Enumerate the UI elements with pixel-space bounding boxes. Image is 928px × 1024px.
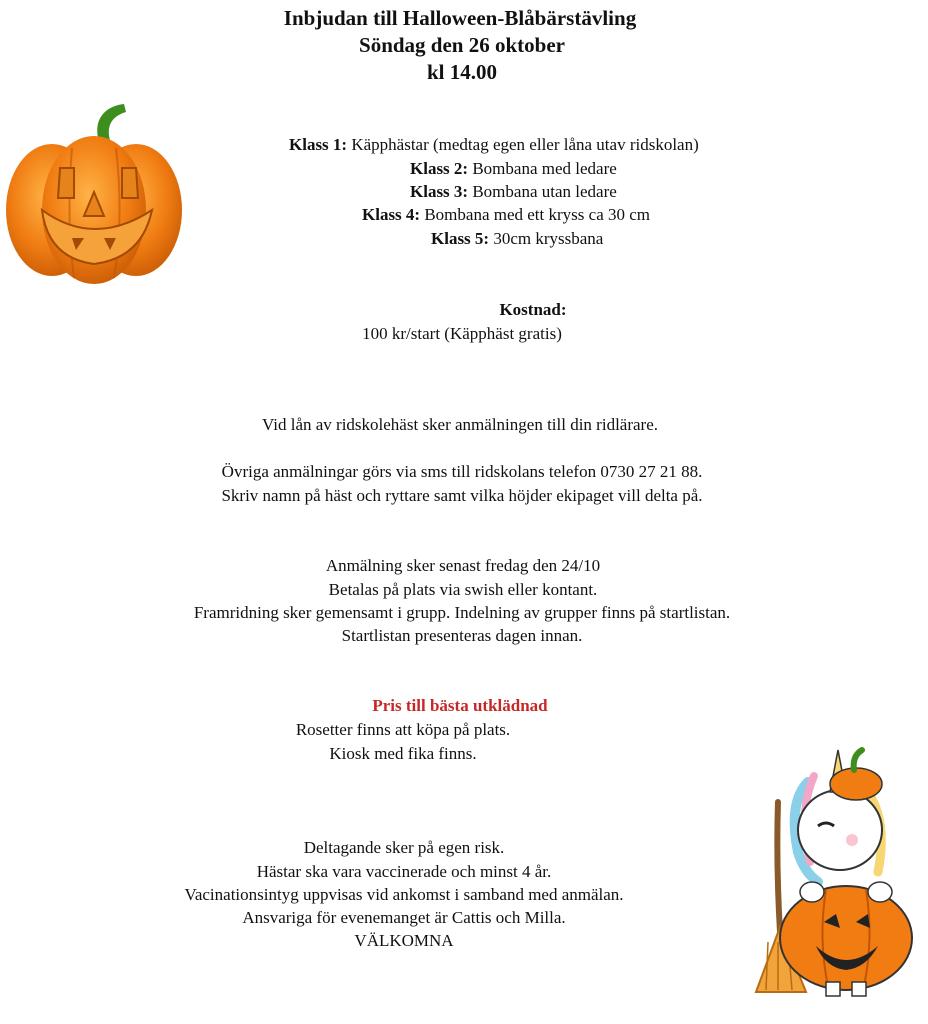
class-1-label: Klass 1: [289, 135, 348, 154]
footer-line-1: Deltagande sker på egen risk. [303, 838, 505, 857]
unicorn-pumpkin-icon [748, 742, 920, 998]
info-line-2: Betalas på plats via swish eller kontant. [328, 580, 598, 599]
class-2-text: Bombana med ledare [472, 159, 617, 178]
title-line-3: kl 14.00 [426, 60, 498, 84]
class-2-label: Klass 2: [410, 159, 469, 178]
class-3 [410, 182, 617, 202]
prize-heading: Pris till bästa utklädnad [372, 696, 548, 715]
info-line-4: Startlistan presenteras dagen innan. [341, 626, 583, 645]
cost-heading: Kostnad: [499, 300, 567, 319]
class-1-text: Käpphästar (medtag egen eller låna utav ridskolan) [351, 135, 699, 154]
title-line-1: Inbjudan till Halloween-Blåbärstävling [283, 6, 637, 30]
info-line-3: Framridning sker gemensamt i grupp. Indelning av grupper finns på startlistan. [193, 603, 731, 622]
class-1 [289, 135, 699, 155]
cost-text: 100 kr/start (Käpphäst gratis) [362, 324, 562, 343]
class-5 [431, 229, 603, 249]
title-line-2: Söndag den 26 oktober [359, 33, 565, 57]
class-5-label: Klass 5: [431, 229, 490, 248]
info-line-1: Anmälning sker senast fredag den 24/10 [325, 556, 601, 575]
footer-line-5: VÄLKOMNA [354, 931, 454, 950]
footer-line-2: Hästar ska vara vaccinerade och minst 4 år. [256, 862, 552, 881]
registration-line-2: Övriga anmälningar görs via sms till ridskolans telefon 0730 27 21 88. [221, 462, 703, 481]
class-2 [410, 159, 617, 179]
class-4-text: Bombana med ett kryss ca 30 cm [424, 205, 651, 224]
footer-line-3: Vacinationsintyg uppvisas vid ankomst i samband med anmälan. [184, 885, 624, 904]
footer-line-4: Ansvariga för evenemanget är Cattis och Milla. [242, 908, 566, 927]
registration-line-1: Vid lån av ridskolehäst sker anmälningen till din ridlärare. [261, 415, 659, 434]
jack-o-lantern-icon [2, 98, 186, 286]
class-3-label: Klass 3: [410, 182, 469, 201]
class-5-text: 30cm kryssbana [493, 229, 604, 248]
class-4 [362, 205, 650, 225]
class-4-label: Klass 4: [362, 205, 421, 224]
registration-line-3: Skriv namn på häst och ryttare samt vilka höjder ekipaget vill delta på. [221, 486, 703, 505]
prize-line-2: Kiosk med fika finns. [329, 744, 477, 763]
prize-line-1: Rosetter finns att köpa på plats. [295, 720, 511, 739]
class-3-text: Bombana utan ledare [472, 182, 617, 201]
